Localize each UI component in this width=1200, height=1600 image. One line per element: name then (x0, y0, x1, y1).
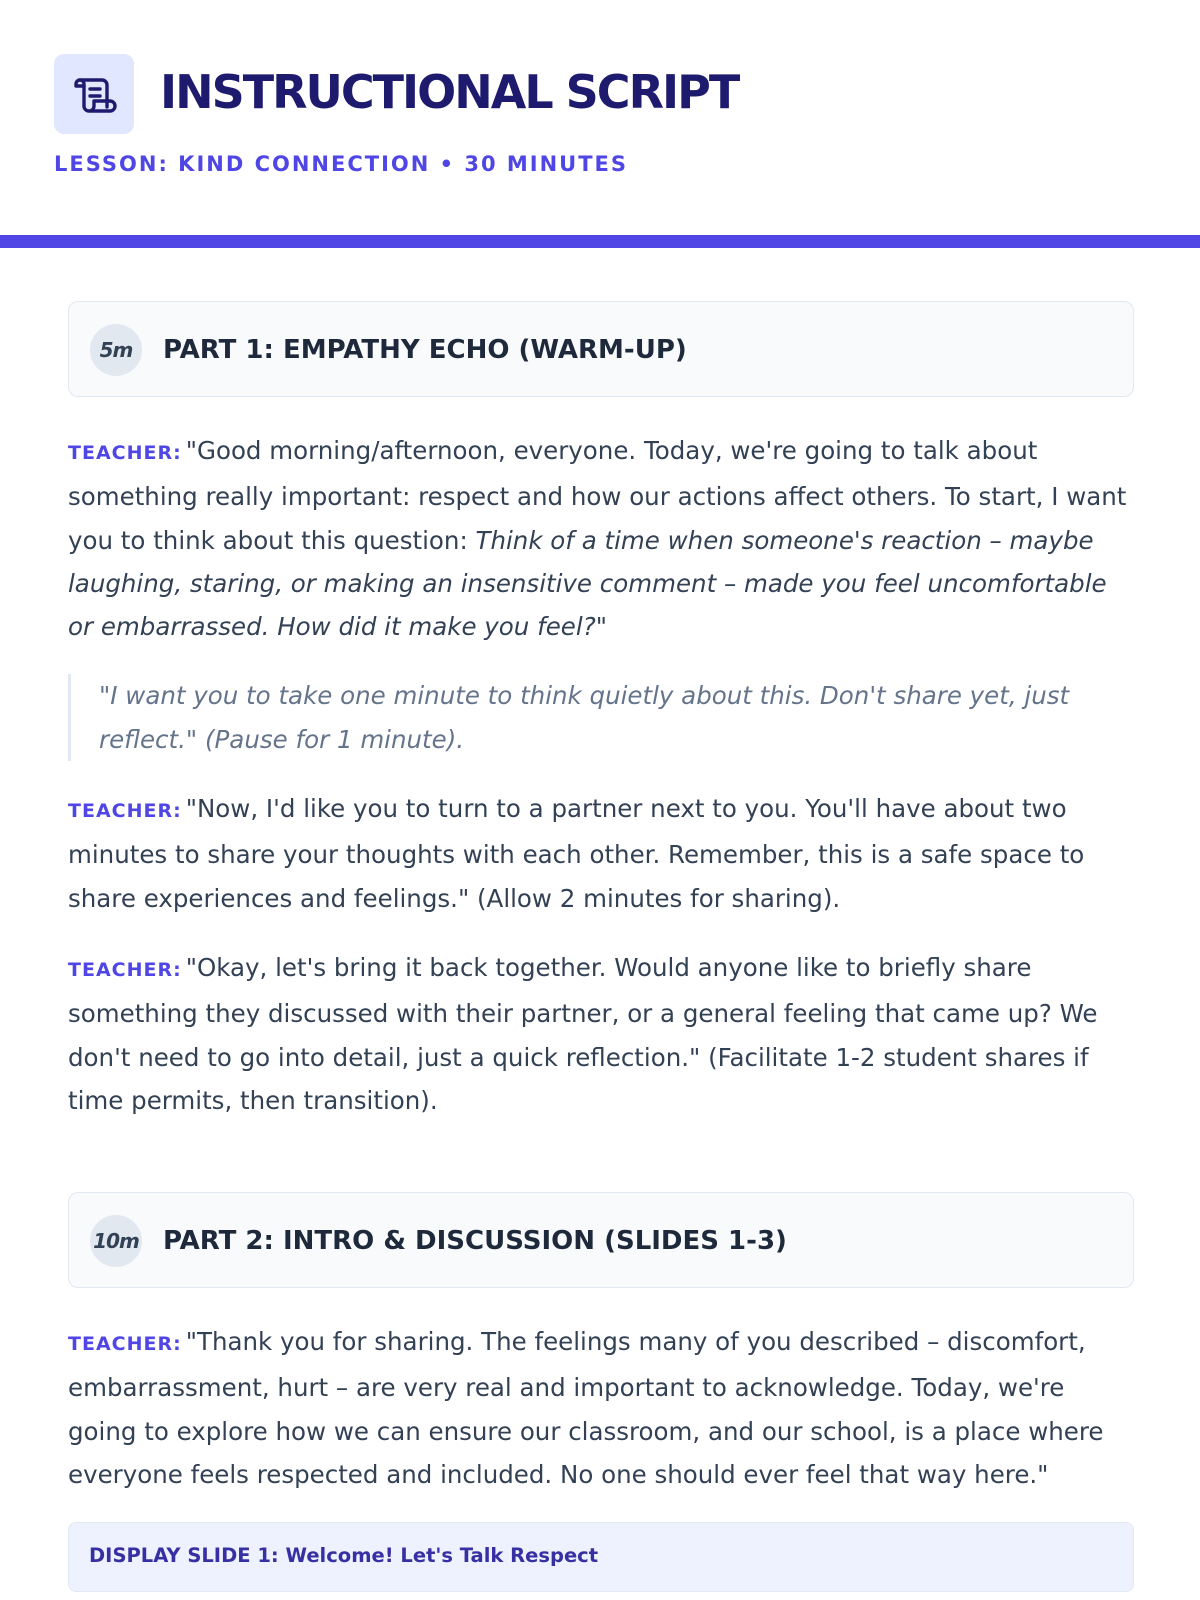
logo-badge (54, 54, 134, 134)
page-title: INSTRUCTIONAL SCRIPT (160, 65, 739, 119)
time-badge: 5m (90, 324, 142, 376)
line-text: "Thank you for sharing. The feelings many of you described – discomfort, embarrassment, hurt – are very real and important to acknowledge. Today, we're going to explore how we can ensure our classroom, and our school, is a place where everyone feels respected and included. No one should ever feel that way here." (68, 1327, 1104, 1490)
speaker-label: TEACHER: (68, 958, 182, 981)
part-title: PART 1: EMPATHY ECHO (WARM-UP) (163, 335, 687, 365)
teacher-line (68, 429, 1134, 648)
line-text: "Okay, let's bring it back together. Would anyone like to briefly share something they discussed with their partner, or a general feeling that came up? We don't need to go into detail, just a quick reflection." (Facilitate 1-2 student shares if time permits, then transition). (68, 952, 1098, 1115)
speaker-label: TEACHER: (68, 442, 182, 464)
line-text: "Good morning/afternoon, everyone. Today, we're going to talk about something really important: respect and how our actions affect others. To start, I want you to think about this question: (68, 436, 1127, 555)
line-text-end: " (595, 612, 607, 642)
teacher-line (68, 787, 1134, 920)
teacher-line (68, 1320, 1134, 1496)
teacher-line (68, 946, 1134, 1122)
header-divider (0, 235, 1200, 248)
lesson-subtitle: LESSON: KIND CONNECTION • 30 MINUTES (54, 152, 629, 176)
speaker-label: TEACHER: (68, 800, 182, 823)
page-header (0, 0, 1200, 248)
script-content (68, 301, 1134, 1592)
time-badge: 10m (90, 1215, 142, 1267)
reflection-quote: "I want you to take one minute to think quietly about this. Don't share yet, just reflect." (Pause for 1 minute). (68, 674, 1134, 761)
scroll-icon (68, 68, 120, 120)
part-2-header (68, 1192, 1134, 1288)
line-emphasis: Think of a time when someone's reaction – maybe laughing, staring, or making an insensitive comment – made you feel uncomfortable or embarrassed. How did it make you feel? (68, 525, 1107, 642)
part-1-header (68, 301, 1134, 397)
speaker-label: TEACHER: (68, 1333, 182, 1356)
line-text: "Now, I'd like you to turn to a partner next to you. You'll have about two minutes to share your thoughts with each other. Remember, this is a safe space to share experiences and feelings." (Allow 2 minutes for sharing). (68, 794, 1085, 913)
slide-callout: DISPLAY SLIDE 1: Welcome! Let's Talk Respect (68, 1522, 1134, 1592)
part-title: PART 2: INTRO & DISCUSSION (SLIDES 1-3) (163, 1226, 787, 1257)
